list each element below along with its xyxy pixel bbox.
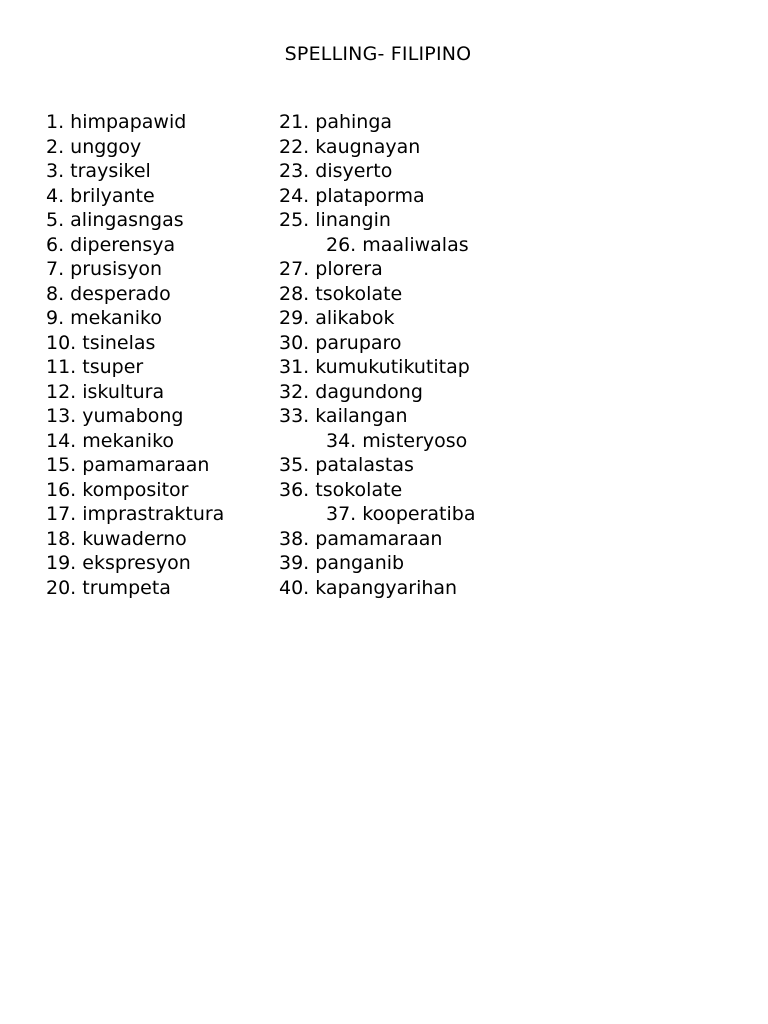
list-item: 19. ekspresyon <box>46 552 191 574</box>
list-item: 38. pamamaraan <box>279 527 443 550</box>
list-item: 17. imprastraktura <box>46 503 225 525</box>
list-item: 14. mekaniko <box>46 429 175 452</box>
list-item: 11. tsuper <box>46 356 144 378</box>
list-item: 23. disyerto <box>279 160 393 182</box>
list-item: 2. unggoy <box>46 135 142 158</box>
list-item: 3. traysikel <box>46 160 151 182</box>
list-item: 4. brilyante <box>46 184 155 207</box>
list-item: 31. kumukutikutitap <box>279 356 470 378</box>
list-item: 21. pahinga <box>279 111 393 133</box>
list-item: 6. diperensya <box>46 233 176 256</box>
list-item: 25. linangin <box>279 209 391 231</box>
list-item: 27. plorera <box>279 258 383 280</box>
list-item: 33. kailangan <box>279 405 408 427</box>
list-item: 12. iskultura <box>46 380 165 403</box>
word-list-right <box>279 110 475 600</box>
list-item: 5. alingasngas <box>46 209 184 231</box>
list-item: 28. tsokolate <box>279 282 403 305</box>
list-item: 37. kooperatiba <box>326 503 476 525</box>
list-item: 1. himpapawid <box>46 111 187 133</box>
list-item: 9. mekaniko <box>46 307 162 329</box>
list-item: 26. maaliwalas <box>326 233 469 256</box>
list-item: 40. kapangyarihan <box>279 576 458 599</box>
list-item: 8. desperado <box>46 282 171 305</box>
list-item: 7. prusisyon <box>46 258 163 280</box>
list-item: 10. tsinelas <box>46 331 156 354</box>
list-item: 24. plataporma <box>279 184 425 207</box>
list-item: 22. kaugnayan <box>279 135 421 158</box>
list-item: 32. dagundong <box>279 380 423 403</box>
list-item: 20. trumpeta <box>46 576 171 599</box>
list-item: 35. patalastas <box>279 454 414 476</box>
list-item: 18. kuwaderno <box>46 527 187 550</box>
list-item: 13. yumabong <box>46 405 184 427</box>
list-item: 36. tsokolate <box>279 478 403 501</box>
page-title: SPELLING- FILIPINO <box>284 43 472 65</box>
list-item: 29. alikabok <box>279 307 395 329</box>
list-item: 39. panganib <box>279 552 405 574</box>
list-item: 30. paruparo <box>279 331 402 354</box>
list-item: 34. misteryoso <box>326 429 468 452</box>
list-item: 15. pamamaraan <box>46 454 210 476</box>
word-list-left <box>46 110 224 600</box>
list-item: 16. kompositor <box>46 478 189 501</box>
